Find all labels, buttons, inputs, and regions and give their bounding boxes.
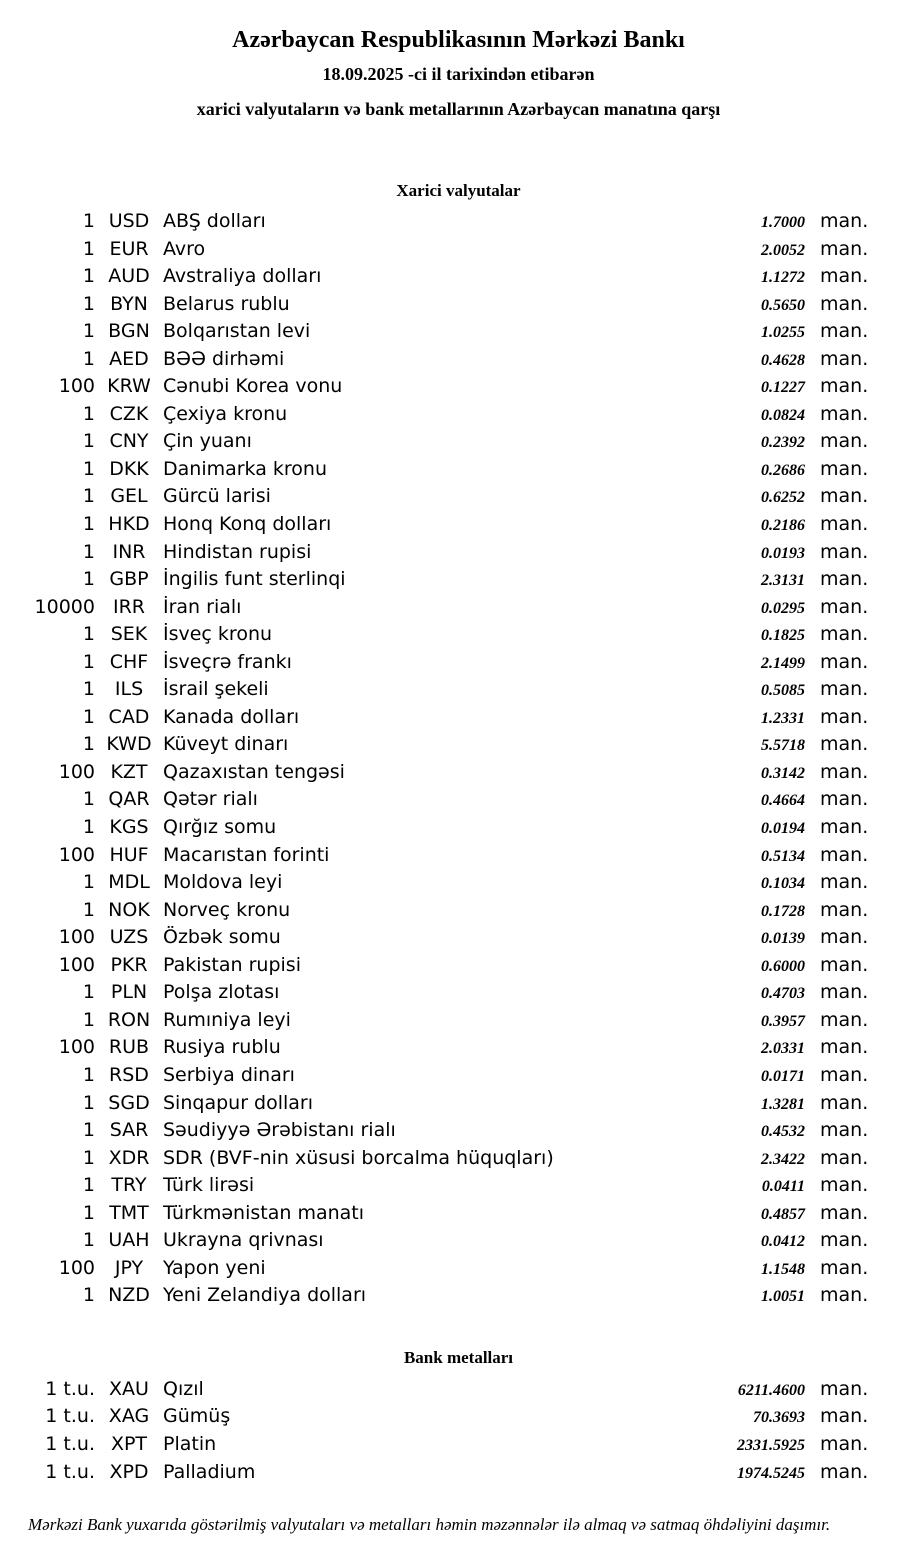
rate-value: 0.1825 <box>761 627 805 645</box>
rate-value: 2.3131 <box>761 572 805 590</box>
table-row <box>0 208 868 236</box>
unit-label: man. <box>820 898 869 921</box>
quantity: 100 <box>58 1256 95 1279</box>
unit-label: man. <box>820 1174 869 1197</box>
currency-code: RON <box>107 1008 151 1031</box>
quantity: 1 <box>82 320 95 343</box>
metal-code: XPT <box>110 1432 148 1455</box>
table-row <box>0 731 868 759</box>
effective-date: 18.09.2025 -ci il tarixindən etibarən <box>322 64 595 84</box>
table-row <box>0 1459 868 1487</box>
currency-name: Qırğız somu <box>163 816 277 839</box>
currency-code: XDR <box>108 1146 150 1169</box>
currency-code: CHF <box>109 650 149 673</box>
currency-code: BYN <box>110 292 148 315</box>
rate-value: 0.3957 <box>761 1012 805 1030</box>
rate-value: 0.0171 <box>761 1067 805 1085</box>
unit-label: man. <box>820 1119 869 1142</box>
rate-value: 2.0331 <box>761 1040 805 1058</box>
currency-name: SDR (BVF-nin xüsusi borcalma hüquqları) <box>163 1146 554 1169</box>
currency-code: CNY <box>109 430 149 453</box>
table-row <box>0 1117 868 1145</box>
unit-label: man. <box>820 347 869 370</box>
currency-name: Qətər rialı <box>163 788 258 811</box>
currency-code: NOK <box>108 898 150 921</box>
unit-label: man. <box>820 1405 869 1428</box>
currency-name: Belarus rublu <box>163 292 290 315</box>
rate-value: 6211.4600 <box>737 1381 805 1399</box>
rate-value: 2.0052 <box>761 241 805 259</box>
currency-name: İsveç kronu <box>163 623 273 646</box>
currency-code: HUF <box>109 843 149 866</box>
currency-name: Küveyt dinarı <box>163 733 289 756</box>
currency-name: Türk lirəsi <box>163 1174 255 1197</box>
table-row <box>0 1200 868 1228</box>
table-row <box>0 621 868 649</box>
currency-name: Özbək somu <box>163 926 281 949</box>
unit-label: man. <box>820 568 869 591</box>
currency-name: Macarıstan forinti <box>163 843 330 866</box>
rate-value: 0.5085 <box>761 682 805 700</box>
unit-label: man. <box>820 237 869 260</box>
rate-value: 0.6252 <box>761 489 805 507</box>
unit-label: man. <box>820 926 869 949</box>
currency-name: Ukrayna qrivnası <box>163 1229 324 1252</box>
metal-name: Qızıl <box>163 1377 204 1400</box>
table-row <box>0 373 868 401</box>
unit-label: man. <box>820 705 869 728</box>
currency-name: Cənubi Korea vonu <box>163 375 343 398</box>
unit-label: man. <box>820 320 869 343</box>
table-row <box>0 649 868 677</box>
table-row <box>0 483 868 511</box>
currency-code: SAR <box>109 1119 149 1142</box>
quantity: 100 <box>58 926 95 949</box>
currency-code: QAR <box>108 788 150 811</box>
currency-name: Yeni Zelandiya dolları <box>163 1284 367 1307</box>
table-row <box>0 869 868 897</box>
currency-code: SEK <box>110 623 148 646</box>
currency-code: UAH <box>108 1229 150 1252</box>
currency-name: Avstraliya dolları <box>163 265 322 288</box>
currency-code: GEL <box>110 485 148 508</box>
metal-name: Palladium <box>163 1460 256 1483</box>
currency-name: Səudiyyə Ərəbistanı rialı <box>163 1119 396 1142</box>
table-row <box>0 842 868 870</box>
unit-label: man. <box>820 816 869 839</box>
currency-code: NZD <box>108 1284 150 1307</box>
table-row <box>0 1255 868 1283</box>
table-row <box>0 1145 868 1173</box>
currency-name: İngilis funt sterlinqi <box>163 568 346 591</box>
unit-label: man. <box>820 430 869 453</box>
table-row <box>0 786 868 814</box>
currency-code: IRR <box>112 595 145 618</box>
currency-name: Rumıniya leyi <box>163 1008 291 1031</box>
rate-value: 1.3281 <box>761 1095 805 1113</box>
metal-code: XPD <box>109 1460 149 1483</box>
table-row <box>0 1403 868 1431</box>
currency-code: USD <box>108 210 150 232</box>
rate-value: 0.4532 <box>761 1123 805 1141</box>
metal-code: XAU <box>109 1377 149 1400</box>
metals-section-heading: Bank metalları <box>403 1347 514 1367</box>
quantity: 1 <box>82 981 95 1004</box>
unit-label: man. <box>820 1091 869 1114</box>
table-row <box>0 511 868 539</box>
currency-name: Çin yuanı <box>163 430 252 453</box>
unit-label: man. <box>820 402 869 425</box>
currency-name: Serbiya dinarı <box>163 1063 295 1086</box>
quantity: 1 <box>82 816 95 839</box>
metal-name: Platin <box>163 1432 217 1455</box>
rate-value: 1.1548 <box>761 1260 805 1278</box>
rate-value: 0.2392 <box>761 434 805 452</box>
unit-label: man. <box>820 650 869 673</box>
quantity: 1 <box>82 1146 95 1169</box>
unit-label: man. <box>820 485 869 508</box>
currency-name: Norveç kronu <box>163 898 291 921</box>
unit-label: man. <box>820 760 869 783</box>
unit-label: man. <box>820 1201 869 1224</box>
currency-name: Yapon yeni <box>163 1256 266 1279</box>
currencies-section-heading: Xarici valyutalar <box>396 181 521 200</box>
quantity: 1 <box>82 733 95 756</box>
unit-label: man. <box>820 1432 869 1455</box>
rate-value: 0.5134 <box>761 847 805 865</box>
currency-code: HKD <box>108 513 150 536</box>
currency-code: KZT <box>110 760 148 783</box>
unit-label: man. <box>820 1008 869 1031</box>
quantity: 1 <box>82 540 95 563</box>
currency-code: KRW <box>107 375 151 398</box>
rate-value: 5.5718 <box>761 737 805 755</box>
currency-code: AUD <box>108 265 150 288</box>
quantity: 100 <box>58 375 95 398</box>
rate-value: 0.0194 <box>761 820 805 838</box>
quantity: 1 t.u. <box>45 1405 95 1428</box>
rate-value: 0.4703 <box>761 985 805 1003</box>
currency-code: ILS <box>114 678 144 701</box>
quantity: 100 <box>58 953 95 976</box>
rate-value: 0.0412 <box>761 1233 805 1251</box>
currency-name: Polşa zlotası <box>163 981 280 1004</box>
table-row <box>0 924 868 952</box>
currency-name: Bolqarıstan levi <box>163 320 311 343</box>
quantity: 1 <box>82 650 95 673</box>
currency-code: GBP <box>109 568 149 591</box>
unit-label: man. <box>820 953 869 976</box>
unit-label: man. <box>820 678 869 701</box>
rate-value: 1.0255 <box>761 324 805 342</box>
table-row <box>0 456 868 484</box>
table-row <box>0 1034 868 1062</box>
table-row <box>0 566 868 594</box>
table-row <box>0 759 868 787</box>
currency-code: JPY <box>114 1256 144 1279</box>
currency-name: Moldova leyi <box>163 871 283 894</box>
currency-code: RUB <box>108 1036 150 1059</box>
currency-name: Avro <box>163 237 206 260</box>
currency-name: İsrail şekeli <box>163 678 269 701</box>
metal-code: XAG <box>108 1405 150 1428</box>
currency-name: BƏƏ dirhəmi <box>163 347 285 370</box>
currency-name: Hindistan rupisi <box>163 540 312 563</box>
quantity: 1 <box>82 678 95 701</box>
table-row <box>0 1007 868 1035</box>
rate-value: 1.7000 <box>761 214 805 231</box>
table-row <box>0 814 868 842</box>
table-row <box>0 704 868 732</box>
quantity: 1 <box>82 1119 95 1142</box>
unit-label: man. <box>820 1036 869 1059</box>
currency-code: DKK <box>109 457 149 480</box>
rate-value: 1.2331 <box>761 709 805 727</box>
unit-label: man. <box>820 1229 869 1252</box>
table-row <box>0 539 868 567</box>
table-row <box>0 318 868 346</box>
currency-name: Honq Konq dolları <box>163 513 332 536</box>
quantity: 1 <box>82 210 95 232</box>
quantity: 1 <box>82 347 95 370</box>
table-row <box>0 1376 868 1404</box>
rate-value: 0.2686 <box>761 461 805 479</box>
currency-code: UZS <box>109 926 149 949</box>
currency-name: Gürcü larisi <box>163 485 271 508</box>
quantity: 1 <box>82 1229 95 1252</box>
rate-value: 0.4664 <box>761 792 805 810</box>
currency-name: Rusiya rublu <box>163 1036 281 1059</box>
rate-value: 0.5650 <box>761 296 805 314</box>
table-row <box>0 263 868 291</box>
quantity: 1 <box>82 1063 95 1086</box>
quantity: 1 <box>82 705 95 728</box>
currency-name: Çexiya kronu <box>163 402 288 425</box>
rate-value: 0.0139 <box>761 930 805 948</box>
currency-code: INR <box>112 540 146 563</box>
rate-value: 0.0411 <box>761 1178 805 1196</box>
currency-name: ABŞ dolları <box>163 210 266 232</box>
currency-code: KWD <box>106 733 152 756</box>
unit-label: man. <box>820 788 869 811</box>
quantity: 1 t.u. <box>45 1377 95 1400</box>
table-row <box>0 1172 868 1200</box>
quantity: 1 <box>82 1091 95 1114</box>
unit-label: man. <box>820 457 869 480</box>
unit-label: man. <box>820 623 869 646</box>
currency-code: CZK <box>109 402 149 425</box>
table-row <box>0 1090 868 1118</box>
currency-name: İran rialı <box>163 595 242 618</box>
rate-value: 0.6000 <box>761 957 805 975</box>
rate-value: 0.1728 <box>761 902 805 920</box>
rate-value: 1974.5245 <box>737 1464 805 1482</box>
unit-label: man. <box>820 733 869 756</box>
quantity: 1 <box>82 1174 95 1197</box>
rate-value: 0.0295 <box>761 599 805 617</box>
rate-value: 2.1499 <box>761 654 805 672</box>
page-title: Azərbaycan Respublikasının Mərkəzi Bankı <box>232 27 685 53</box>
unit-label: man. <box>820 513 869 536</box>
table-row <box>0 291 868 319</box>
rate-value: 1.1272 <box>761 269 805 287</box>
quantity: 1 <box>82 485 95 508</box>
rate-value: 0.0824 <box>761 406 805 424</box>
table-row <box>0 676 868 704</box>
currency-code: BGN <box>108 320 150 343</box>
quantity: 1 <box>82 237 95 260</box>
unit-label: man. <box>820 1063 869 1086</box>
rate-value: 0.4857 <box>761 1205 805 1223</box>
table-row <box>0 1227 868 1255</box>
quantity: 1 t.u. <box>45 1460 95 1483</box>
rate-value: 0.2186 <box>761 517 805 535</box>
currency-code: KGS <box>109 816 149 839</box>
rate-value: 1.0051 <box>761 1288 805 1306</box>
quantity: 1 <box>82 430 95 453</box>
unit-label: man. <box>820 265 869 288</box>
metal-name: Gümüş <box>163 1405 231 1428</box>
subtitle: xarici valyutaların və bank metallarının Azərbaycan manatına qarşı <box>196 99 721 119</box>
disclaimer-note: Mərkəzi Bank yuxarıda göstərilmiş valyutaları və metalları həmin məzənnələr ilə almaq və satmaq öhdəliyini daşımır. <box>28 1515 831 1535</box>
currency-code: TRY <box>111 1174 147 1197</box>
currency-code: MDL <box>108 871 150 894</box>
table-row <box>0 979 868 1007</box>
rate-value: 2.3422 <box>761 1150 805 1168</box>
currency-code: CAD <box>108 705 150 728</box>
unit-label: man. <box>820 1256 869 1279</box>
table-row <box>0 1062 868 1090</box>
quantity: 1 <box>82 871 95 894</box>
quantity: 1 <box>82 1008 95 1031</box>
currency-name: Danimarka kronu <box>163 457 328 480</box>
rate-value: 0.4628 <box>761 351 805 369</box>
currency-code: RSD <box>109 1063 149 1086</box>
rate-value: 2331.5925 <box>737 1436 805 1454</box>
rate-value: 0.0193 <box>761 544 805 562</box>
currency-name: Pakistan rupisi <box>163 953 301 976</box>
quantity: 1 <box>82 457 95 480</box>
quantity: 1 <box>82 292 95 315</box>
unit-label: man. <box>820 210 869 232</box>
currency-code: PKR <box>110 953 148 976</box>
table-row <box>0 236 868 264</box>
currency-name: İsveçrə frankı <box>163 650 292 673</box>
quantity: 1 <box>82 265 95 288</box>
rate-value: 0.1227 <box>761 379 805 397</box>
currency-name: Qazaxıstan tengəsi <box>163 760 345 783</box>
unit-label: man. <box>820 843 869 866</box>
quantity: 1 <box>82 788 95 811</box>
quantity: 100 <box>58 1036 95 1059</box>
currency-name: Türkmənistan manatı <box>163 1201 365 1224</box>
currency-name: Sinqapur dolları <box>163 1091 314 1114</box>
unit-label: man. <box>820 292 869 315</box>
quantity: 1 <box>82 568 95 591</box>
unit-label: man. <box>820 1377 869 1400</box>
table-row <box>0 1431 868 1459</box>
rate-value: 70.3693 <box>753 1409 805 1427</box>
table-row <box>0 346 868 374</box>
quantity: 1 <box>82 898 95 921</box>
unit-label: man. <box>820 540 869 563</box>
quantity: 1 <box>82 623 95 646</box>
currency-code: PLN <box>110 981 148 1004</box>
table-row <box>0 401 868 429</box>
unit-label: man. <box>820 981 869 1004</box>
unit-label: man. <box>820 871 869 894</box>
unit-label: man. <box>820 1284 869 1307</box>
rate-value: 0.1034 <box>761 875 805 893</box>
table-row <box>0 952 868 980</box>
table-row <box>0 428 868 456</box>
currency-name: Kanada dolları <box>163 705 300 728</box>
currency-code: AED <box>109 347 149 370</box>
unit-label: man. <box>820 1460 869 1483</box>
currency-rates-table <box>0 208 917 1310</box>
table-row <box>0 1282 868 1310</box>
currency-code: TMT <box>109 1201 149 1224</box>
table-row <box>0 594 868 622</box>
metal-rates-table <box>0 1376 917 1486</box>
quantity: 1 t.u. <box>45 1432 95 1455</box>
rate-value: 0.3142 <box>761 764 805 782</box>
table-row <box>0 897 868 925</box>
unit-label: man. <box>820 595 869 618</box>
quantity: 1 <box>82 513 95 536</box>
quantity: 1 <box>82 1201 95 1224</box>
quantity: 100 <box>58 760 95 783</box>
quantity: 100 <box>58 843 95 866</box>
currency-code: SGD <box>108 1091 150 1114</box>
unit-label: man. <box>820 1146 869 1169</box>
quantity: 1 <box>82 402 95 425</box>
unit-label: man. <box>820 375 869 398</box>
quantity: 1 <box>82 1284 95 1307</box>
quantity: 10000 <box>34 595 95 618</box>
currency-code: EUR <box>109 237 149 260</box>
